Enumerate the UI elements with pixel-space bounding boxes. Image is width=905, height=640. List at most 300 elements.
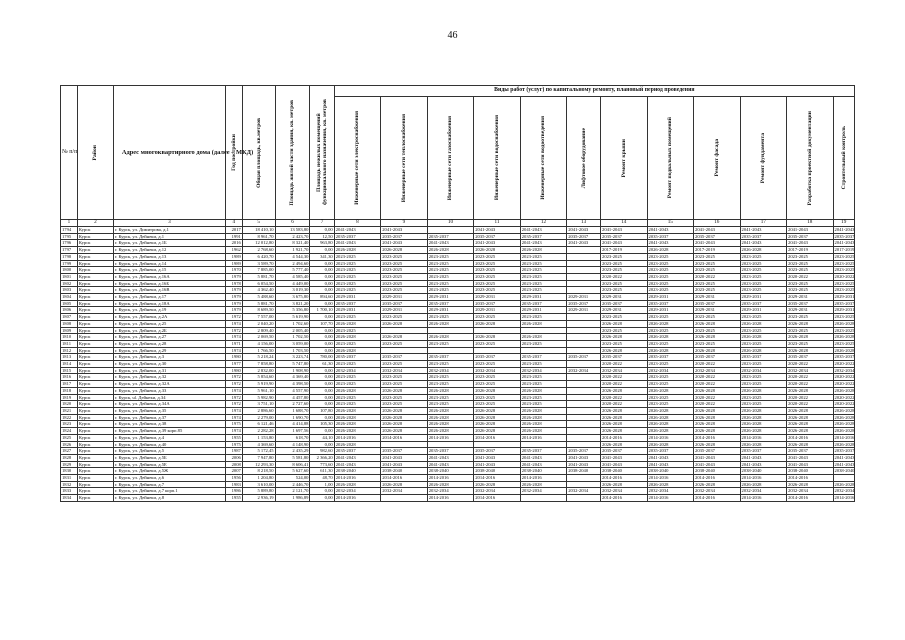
table-cell: 1834: [61, 495, 78, 502]
table-cell: 2026-2028: [381, 320, 428, 327]
table-cell: 2032-2034: [787, 488, 834, 495]
table-cell: 1802: [61, 280, 78, 287]
table-cell: 2023-2025: [334, 374, 381, 381]
table-cell: 2020-2022: [787, 374, 834, 381]
table-cell: г. Курск, ул. Дейнеки, д.16А: [113, 273, 225, 280]
table-cell: 2020-2022: [694, 401, 741, 408]
table-cell: 2035-2037: [787, 233, 834, 240]
table-cell: 2026-2028: [381, 428, 428, 435]
table-cell: 2029-2031: [474, 307, 521, 314]
table-cell: 0,00: [310, 414, 334, 421]
table-cell: 5 889,80: [242, 488, 275, 495]
table-cell: 2035-2037: [381, 354, 428, 361]
table-cell: 1804: [61, 294, 78, 301]
table-cell: 2023-2025: [787, 340, 834, 347]
table-cell: 2014-2016: [474, 475, 521, 482]
table-cell: 2023-2025: [427, 273, 474, 280]
table-cell: 2023-2025: [381, 374, 428, 381]
table-cell: 2023-2025: [427, 401, 474, 408]
table-cell: 2023-2025: [694, 314, 741, 321]
table-cell: 2041-2043: [694, 227, 741, 234]
table-cell: 7 885,00: [242, 267, 275, 274]
table-cell: 7 858,80: [242, 361, 275, 368]
table-row: [61, 381, 855, 388]
table-cell: 2026-2028: [647, 247, 694, 254]
table-cell: 2023-2025: [381, 273, 428, 280]
table-row: [61, 481, 855, 488]
table-cell: 524,00: [275, 475, 310, 482]
table-cell: 6 121,46: [242, 421, 275, 428]
table-cell: [833, 475, 854, 482]
table-cell: 2041-2043: [520, 461, 567, 468]
table-cell: 2026-2028: [334, 387, 381, 394]
table-cell: 2026-2028: [834, 347, 855, 353]
table-row: [61, 354, 855, 361]
table-row: [61, 387, 855, 394]
table-cell: 2026-2028: [601, 421, 648, 428]
table-cell: 2014-2016: [787, 475, 834, 482]
table-cell: 2026-2028: [334, 347, 381, 354]
table-cell: 3 610,00: [242, 481, 275, 488]
table-cell: 2032-2034: [601, 367, 648, 374]
table-cell: 2035-2037: [427, 448, 474, 455]
table-cell: 2020-2022: [787, 401, 834, 408]
table-cell: 1 204,80: [242, 475, 275, 482]
table-cell: 1833: [61, 488, 78, 495]
table-cell: 2023-2025: [520, 394, 567, 401]
table-cell: 2029-2031: [567, 294, 601, 301]
table-cell: [520, 347, 567, 354]
table-cell: 2023-2025: [381, 287, 428, 294]
table-cell: 2026-2028: [334, 428, 381, 435]
table-cell: 2023-2025: [834, 267, 855, 273]
table-cell: 1975: [225, 441, 242, 448]
header-work: Инженерные сети теплоснабжения: [381, 97, 428, 220]
table-cell: 2023-2025: [694, 253, 741, 260]
table-cell: 2023-2025: [647, 401, 694, 408]
page-number: 46: [447, 30, 458, 41]
table-cell: г. Курск, ул. Дейнеки, д.15: [113, 267, 225, 274]
table-cell: 2014-2016: [427, 475, 474, 482]
table-cell: 2023-2025: [334, 287, 381, 294]
table-cell: 0,00: [310, 495, 334, 502]
table-cell: 2023-2025: [647, 253, 694, 260]
table-cell: 2035-2037: [601, 448, 648, 455]
table-cell: 1972: [225, 327, 242, 334]
table-cell: 1808: [61, 320, 78, 327]
table-cell: 2023-2025: [740, 253, 787, 260]
table-cell: 2041-2043: [474, 240, 521, 247]
table-cell: 2026-2028: [334, 407, 381, 414]
table-cell: Курск: [77, 334, 113, 341]
table-cell: [567, 347, 601, 354]
table-row: [61, 280, 855, 287]
table-cell: [520, 327, 567, 334]
table-cell: 1817: [61, 381, 78, 388]
table-cell: 2032-2034: [334, 488, 381, 495]
table-cell: 2038-2040: [567, 468, 601, 475]
table-cell: 2023-2025: [381, 280, 428, 287]
table-cell: 2041-2043: [567, 227, 601, 234]
table-cell: 3 751,10: [242, 401, 275, 408]
table-cell: 2023-2025: [474, 340, 521, 347]
table-cell: 2041-2043: [381, 240, 428, 247]
header-work: Инженерные сети электроснабжения: [334, 97, 381, 220]
table-cell: [427, 227, 474, 234]
table-cell: Курск: [77, 468, 113, 475]
table-cell: 2041-2043: [787, 240, 834, 247]
table-cell: 2023-2025: [601, 280, 648, 287]
table-cell: 2023-2025: [787, 327, 834, 334]
table-cell: 2035-2037: [520, 354, 567, 361]
table-cell: 1972: [225, 314, 242, 321]
table-cell: 773,60: [310, 461, 334, 468]
table-cell: 2026-2028: [834, 421, 855, 427]
table-cell: 2026-2028: [834, 407, 855, 413]
table-cell: 2020-2022: [694, 361, 741, 368]
table-cell: 2035-2037: [381, 448, 428, 455]
column-number: 6: [275, 220, 310, 227]
table-cell: Курск: [77, 367, 113, 374]
table-cell: 5 881,70: [242, 300, 275, 307]
table-cell: 2026-2028: [740, 407, 787, 414]
table-cell: 2023-2025: [427, 314, 474, 321]
table-cell: 2035-2037: [520, 233, 567, 240]
table-cell: 4 449,00: [275, 280, 310, 287]
table-cell: г. Курск, ул. Дейнеки, д.2А: [113, 314, 225, 321]
table-cell: 1832: [61, 481, 78, 488]
table-cell: 2029-2031: [834, 307, 855, 313]
table-cell: 2026-2028: [381, 414, 428, 421]
table-cell: 2032-2034: [834, 488, 855, 494]
table-cell: г. Курск, ул. Дейнеки, д.35: [113, 407, 225, 414]
table-cell: 2035-2037: [334, 448, 381, 455]
table-cell: 2020-2022: [834, 401, 855, 407]
table-cell: 4 414,88: [275, 421, 310, 428]
table-cell: [567, 361, 601, 368]
table-cell: 611,30: [310, 468, 334, 475]
table-cell: 1821: [61, 407, 78, 414]
table-cell: 2014-2016: [601, 495, 648, 502]
table-cell: 1972: [225, 374, 242, 381]
table-cell: 2029-2031: [787, 307, 834, 314]
table-cell: 2035-2037: [834, 233, 855, 239]
table-cell: Курск: [77, 488, 113, 495]
table-cell: 2023-2025: [474, 314, 521, 321]
table-cell: [567, 247, 601, 254]
table-cell: 6 054,50: [242, 280, 275, 287]
table-cell: Курск: [77, 407, 113, 414]
table-cell: [567, 280, 601, 287]
table-cell: 7 947,80: [242, 454, 275, 461]
table-cell: г. Курск, ул. Дейнеки, д.40: [113, 441, 225, 448]
table-cell: 2041-2043: [381, 227, 428, 234]
table-cell: 2026-2028: [381, 407, 428, 414]
table-cell: 6 420,70: [242, 253, 275, 260]
table-cell: 2007: [225, 468, 242, 475]
table-cell: 2014-2016: [694, 495, 741, 502]
table-cell: 1810: [61, 334, 78, 341]
table-cell: г. Курск, ул. Дейнеки, д.16В: [113, 287, 225, 294]
column-number: 5: [242, 220, 275, 227]
table-cell: 2023-2025: [427, 361, 474, 368]
table-cell: Курск: [77, 233, 113, 240]
table-cell: 2035-2037: [427, 354, 474, 361]
table-cell: 2041-2043: [474, 454, 521, 461]
table-cell: 2026-2028: [647, 441, 694, 448]
table-cell: 2026-2028: [787, 428, 834, 435]
table-cell: 0,00: [310, 247, 334, 254]
table-cell: 2023-2025: [787, 260, 834, 267]
table-cell: 2041-2043: [520, 454, 567, 461]
table-cell: 2038-2040: [334, 468, 381, 475]
table-cell: 2023-2025: [381, 361, 428, 368]
table-cell: 0,00: [310, 428, 334, 435]
table-cell: г. Курск, ул. Дейнеки, д.5: [113, 448, 225, 455]
table-cell: г. Курск, ул. Дейнеки, д.34А: [113, 401, 225, 408]
table-cell: 2023-2025: [520, 314, 567, 321]
table-cell: 1974: [225, 387, 242, 394]
table-cell: 2026-2028: [381, 247, 428, 254]
table-cell: 2026-2028: [381, 334, 428, 341]
table-cell: 2023-2025: [694, 267, 741, 274]
table-cell: 2026-2028: [647, 334, 694, 341]
table-cell: 2035-2037: [834, 354, 855, 360]
table-cell: 1 986,89: [275, 495, 310, 502]
table-row: [61, 461, 855, 468]
table-cell: 1813: [61, 354, 78, 361]
table-row: [61, 320, 855, 327]
table-cell: 2023-2025: [520, 260, 567, 267]
table-cell: 2032-2034: [694, 367, 741, 374]
table-cell: 0,00: [310, 260, 334, 267]
table-cell: 2035-2037: [520, 448, 567, 455]
table-cell: 1 766,50: [242, 347, 275, 354]
table-cell: 1812: [61, 347, 78, 354]
table-cell: г. Курск, ул. Дейнеки, д.17: [113, 294, 225, 301]
table-cell: 2035-2037: [520, 300, 567, 307]
table-cell: 2026-2028: [694, 347, 741, 354]
table-cell: г. Курск, ул. Дейнеки, д.2Б: [113, 327, 225, 334]
table-cell: 2038-2040: [381, 468, 428, 475]
table-cell: [427, 327, 474, 334]
table-cell: 2035-2037: [787, 448, 834, 455]
table-cell: г. Курск, ул. Дейнеки, д.38: [113, 421, 225, 428]
table-row: [61, 240, 855, 247]
table-cell: 2026-2028: [427, 421, 474, 428]
table-cell: 2035-2037: [381, 233, 428, 240]
table-cell: [567, 327, 601, 334]
table-cell: 2032-2034: [647, 367, 694, 374]
table-cell: 2026-2028: [334, 421, 381, 428]
table-cell: 2041-2043: [647, 227, 694, 234]
table-cell: 2 040,20: [242, 320, 275, 327]
table-cell: 2014-2016: [647, 475, 694, 482]
table-cell: 2023-2025: [601, 327, 648, 334]
table-cell: 2035-2037: [567, 233, 601, 240]
table-cell: [567, 381, 601, 388]
table-cell: 0,00: [310, 300, 334, 307]
table-cell: 2026-2028: [334, 320, 381, 327]
table-cell: г. Курск, ул. Димитрова, д.1: [113, 227, 225, 234]
table-cell: 1979: [225, 287, 242, 294]
table-cell: 1979: [225, 300, 242, 307]
table-cell: 2020-2022: [834, 273, 855, 279]
table-cell: [381, 495, 428, 502]
table-cell: 2035-2037: [474, 448, 521, 455]
table-cell: 2023-2025: [474, 253, 521, 260]
table-cell: 2 069,50: [242, 334, 275, 341]
table-cell: 2023-2025: [334, 381, 381, 388]
table-cell: 2035-2037: [334, 300, 381, 307]
table-cell: 2014-2016: [474, 434, 521, 441]
table-cell: 7 557,00: [242, 314, 275, 321]
table-cell: 1822: [61, 414, 78, 421]
table-cell: 2041-2043: [334, 454, 381, 461]
table-cell: 2 494,60: [275, 260, 310, 267]
table-cell: 2041-2043: [787, 227, 834, 234]
header-work: Строительный контроль: [833, 97, 854, 220]
table-cell: 2023-2025: [427, 280, 474, 287]
table-cell: 2041-2043: [601, 227, 648, 234]
table-cell: 2026-2028: [834, 441, 855, 447]
table-cell: Курск: [77, 448, 113, 455]
table-cell: [567, 273, 601, 280]
table-cell: 48,70: [310, 475, 334, 482]
table-cell: 2029-2031: [740, 307, 787, 314]
table-cell: 2023-2025: [520, 267, 567, 274]
table-cell: Курск: [77, 320, 113, 327]
table-cell: 1818: [61, 387, 78, 394]
table-cell: [567, 475, 601, 482]
table-cell: г. Курск, ул. Дейнеки, д.39 корп.85: [113, 428, 225, 435]
table-cell: [474, 327, 521, 334]
table-cell: 341,30: [310, 253, 334, 260]
table-cell: 3 821,20: [275, 300, 310, 307]
table-cell: 1 688,70: [275, 407, 310, 414]
table-cell: 2023-2025: [334, 273, 381, 280]
table-cell: 2023-2025: [520, 280, 567, 287]
table-cell: 1970: [225, 267, 242, 274]
table-cell: 0,00: [310, 488, 334, 495]
header-work: Инженерные сети газоснабжения: [427, 97, 474, 220]
table-cell: 2023-2025: [520, 253, 567, 260]
table-cell: 2026-2028: [474, 428, 521, 435]
table-cell: 1977: [225, 361, 242, 368]
table-cell: 0,00: [310, 280, 334, 287]
table-cell: г. Курск, ул. Дейнеки, д.27: [113, 334, 225, 341]
table-cell: 2029-2031: [601, 307, 648, 314]
table-cell: 1975: [225, 421, 242, 428]
table-cell: 1989: [225, 260, 242, 267]
table-cell: 8 218,50: [242, 468, 275, 475]
table-cell: 2023-2025: [474, 287, 521, 294]
table-row: [61, 267, 855, 274]
table-cell: 4 148,90: [275, 441, 310, 448]
table-cell: 2029-2031: [381, 294, 428, 301]
table-cell: 2026-2028: [647, 421, 694, 428]
table-cell: 618,70: [275, 434, 310, 441]
table-cell: 2023-2025: [834, 287, 855, 293]
table-cell: 2023-2025: [381, 340, 428, 347]
table-cell: 3 059,00: [275, 340, 310, 347]
table-cell: 2032-2034: [381, 367, 428, 374]
table-cell: 1794: [61, 227, 78, 234]
table-cell: 2023-2025: [834, 253, 855, 259]
table-cell: 2041-2043: [740, 240, 787, 247]
table-cell: 1824: [61, 428, 78, 435]
table-cell: 0,00: [310, 334, 334, 341]
table-cell: 2020-2022: [601, 381, 648, 388]
table-cell: г. Курск, ул. Дейнеки, д.33: [113, 387, 225, 394]
table-cell: г. Курск, ул. Дейнеки, д.25: [113, 320, 225, 327]
table-cell: 2026-2028: [740, 428, 787, 435]
table-cell: [567, 394, 601, 401]
column-number: 1: [61, 220, 78, 227]
table-cell: 2006: [225, 454, 242, 461]
table-cell: 2023-2025: [334, 340, 381, 347]
table-cell: 0,00: [310, 401, 334, 408]
table-cell: 2026-2028: [787, 320, 834, 327]
header-address: Адрес многоквартирного дома (далее – МКД): [113, 86, 225, 220]
table-cell: 1979: [225, 307, 242, 314]
table-cell: 2023-2025: [647, 361, 694, 368]
table-cell: 2032-2034: [601, 488, 648, 495]
table-cell: г. Курск, ул. Дейнеки, д.19: [113, 307, 225, 314]
table-cell: г. Курск, ул. Дейнеки, д.18А: [113, 300, 225, 307]
table-cell: 2026-2028: [520, 407, 567, 414]
table-row: [61, 401, 855, 408]
table-cell: Курск: [77, 401, 113, 408]
table-cell: [567, 320, 601, 327]
table-cell: 2038-2040: [834, 468, 855, 474]
table-cell: 2029-2031: [740, 294, 787, 301]
table-cell: 2041-2043: [601, 461, 648, 468]
table-cell: 2029-2031: [334, 294, 381, 301]
table-cell: 2023-2025: [834, 314, 855, 320]
table-cell: 1989: [225, 253, 242, 260]
table-cell: 2026-2028: [740, 347, 787, 354]
table-cell: 2023-2025: [474, 394, 521, 401]
table-cell: 2023-2025: [740, 327, 787, 334]
table-cell: 2029-2031: [427, 307, 474, 314]
table-cell: 1809: [61, 327, 78, 334]
table-cell: 2029-2031: [694, 294, 741, 301]
table-cell: 2023-2025: [601, 314, 648, 321]
table-cell: [567, 267, 601, 274]
table-row: [61, 475, 855, 482]
table-cell: 2026-2028: [694, 320, 741, 327]
table-cell: 5 218,24: [242, 354, 275, 361]
table-cell: 2035-2037: [740, 354, 787, 361]
table-cell: 1795: [61, 233, 78, 240]
table-cell: 1816: [61, 374, 78, 381]
table-cell: 105,30: [310, 421, 334, 428]
column-number: 14: [601, 220, 648, 227]
table-cell: 2014-2016: [834, 434, 855, 440]
table-cell: 2032-2034: [740, 488, 787, 495]
table-cell: 13 583,80: [275, 227, 310, 234]
table-cell: 2041-2043: [694, 240, 741, 247]
table-cell: 2014-2016: [381, 434, 428, 441]
table-row: [61, 468, 855, 475]
header-work: Ремонт фасада: [694, 97, 741, 220]
table-cell: 2035-2037: [740, 300, 787, 307]
table-cell: 2023-2025: [647, 394, 694, 401]
table-cell: 2026-2028: [834, 414, 855, 420]
table-cell: 2020-2022: [601, 361, 648, 368]
table-cell: 2035-2037: [567, 448, 601, 455]
